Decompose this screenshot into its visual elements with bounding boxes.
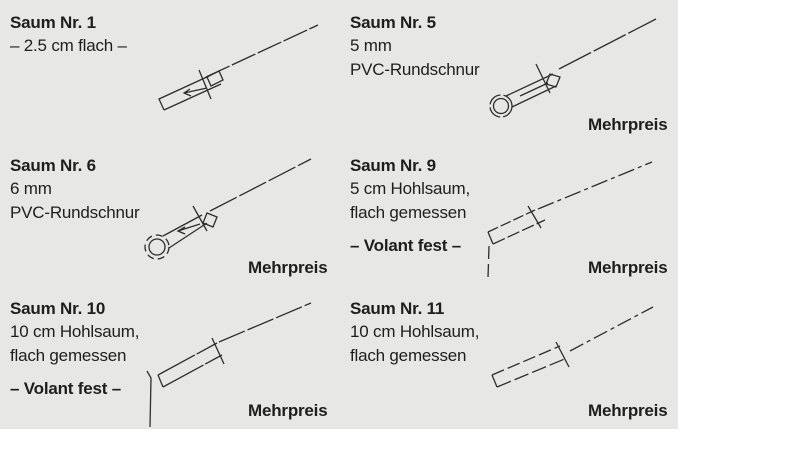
saum-option-cell-1: [0, 0, 339, 143]
saum-emphasis: – Volant fest –: [10, 379, 121, 398]
saum-option-cell-5: [340, 0, 679, 143]
saum-title: Saum Nr. 9: [350, 156, 436, 175]
saum-title: Saum Nr. 5: [350, 13, 436, 32]
saum-title: Saum Nr. 11: [350, 299, 445, 318]
saum-description-line: 6 mm: [10, 179, 52, 198]
saum-description-line: – 2.5 cm flach –: [10, 36, 127, 55]
saum-description-line: flach gemessen: [10, 345, 127, 365]
saum-emphasis: – Volant fest –: [350, 236, 461, 255]
saum-description-line: 5 cm Hohlsaum,: [350, 179, 471, 198]
saum-description-line: 5 mm: [350, 36, 392, 55]
surcharge-label: Mehrpreis: [248, 258, 328, 277]
saum-option-cell-11: [340, 286, 679, 429]
saum-description-line: flach gemessen: [350, 345, 467, 365]
saum-title: Saum Nr. 10: [10, 299, 106, 318]
saum-description-line: PVC-Rundschnur: [350, 59, 480, 79]
surcharge-label: Mehrpreis: [248, 401, 328, 420]
saum-option-cell-6: [0, 143, 339, 286]
saum-title: Saum Nr. 6: [10, 156, 96, 175]
saum-description-line: 10 cm Hohlsaum,: [350, 322, 480, 341]
saum-description-line: 10 cm Hohlsaum,: [10, 322, 140, 341]
surcharge-label: Mehrpreis: [588, 115, 668, 134]
saum-description-line: flach gemessen: [350, 202, 467, 222]
surcharge-label: Mehrpreis: [588, 258, 668, 277]
saum-description-line: PVC-Rundschnur: [10, 202, 140, 222]
saum-option-cell-9: [340, 143, 679, 286]
saum-title: Saum Nr. 1: [10, 13, 96, 32]
saum-option-cell-10: [0, 286, 339, 429]
surcharge-label: Mehrpreis: [588, 401, 668, 420]
